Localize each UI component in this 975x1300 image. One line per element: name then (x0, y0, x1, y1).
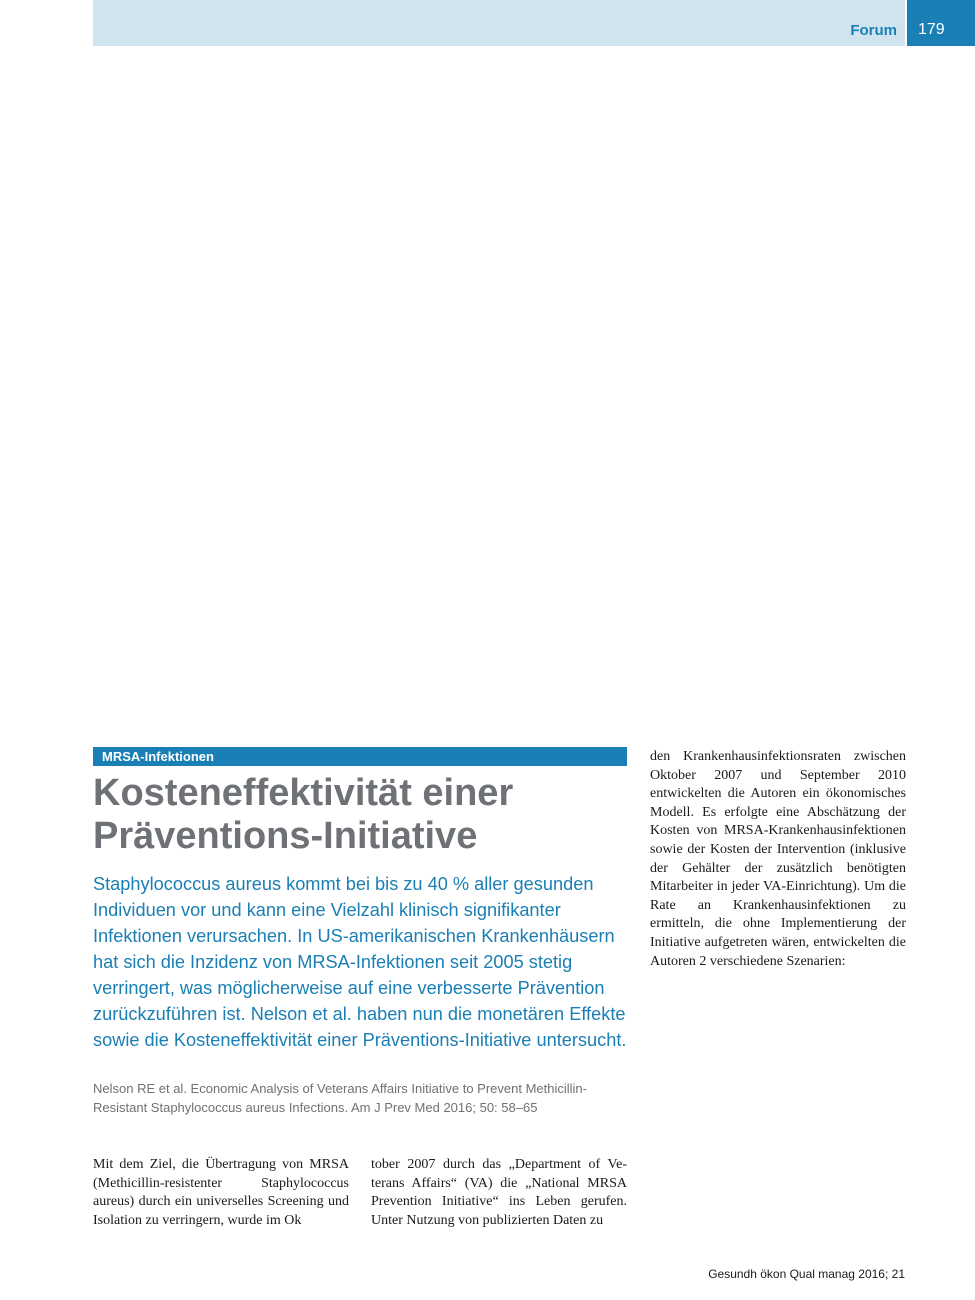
article-kicker: MRSA-Infektionen (93, 747, 627, 766)
header-bar (93, 0, 905, 46)
body-column-2: tober 2007 durch das „Department of Veterans Affairs“ (VA) die „National MRSA Prevention Initiative“ ins Leben gerufen. Unter Nutzung von publizierten Daten zu (371, 1157, 627, 1228)
article-lead: Staphylococcus aureus kommt bei bis zu 40 % aller gesunden Individuen vor und kann eine Vielzahl klinisch signifikanter Infektionen verursachen. In US-amerikanischen Krankenhäusern hat sich die Inzidenz von MRSA-Infektionen seit 2005 stetig verringert, was möglicherweise auf eine verbesserte Prävention zurückzuführen ist. Nelson et al. haben nun die monetären Effekte sowie die Kosteneffektivität einer Präventions-Initiative untersucht. (93, 874, 627, 1050)
page-number: 179 (907, 0, 975, 46)
section-label: Forum (850, 22, 897, 39)
article-citation: Nelson RE et al. Economic Analysis of Veterans Affairs Initiative to Prevent Methicillin-Resistant Staphylococcus aureus Infections. Am J Prev Med 2016; 50: 58–65 (93, 1081, 587, 1115)
body-column-1: Mit dem Ziel, die Übertragung von MRSA (Methicillin-resistenter Staphylococcus aureus) durch ein universelles Screening und Isolation zu verringern, wurde im Ok (93, 1157, 349, 1228)
article-title: Kosteneffektivität einer Präventions-Initiative (93, 772, 514, 857)
body-column-3: den Krankenhausinfektionsraten zwischen Oktober 2007 und September 2010 entwickelten die Autoren ein ökonomisches Modell. Es erfolgte eine Abschätzung der Kosten von MRSA-Krankenhausinfektionen sowie der Kosten der Intervention (inklusive der Gehälter der zusätzlich benötigten Mitarbeiter in jeder VA-Einrichtung). Um die Rate an Krankenhausinfektionen zu ermitteln, die ohne Implementierung der Initiative aufgetreten wären, entwickelten die Autoren 2 verschiedene Szenarien: (650, 749, 906, 969)
journal-footer: Gesundh ökon Qual manag 2016; 21 (708, 1267, 905, 1281)
